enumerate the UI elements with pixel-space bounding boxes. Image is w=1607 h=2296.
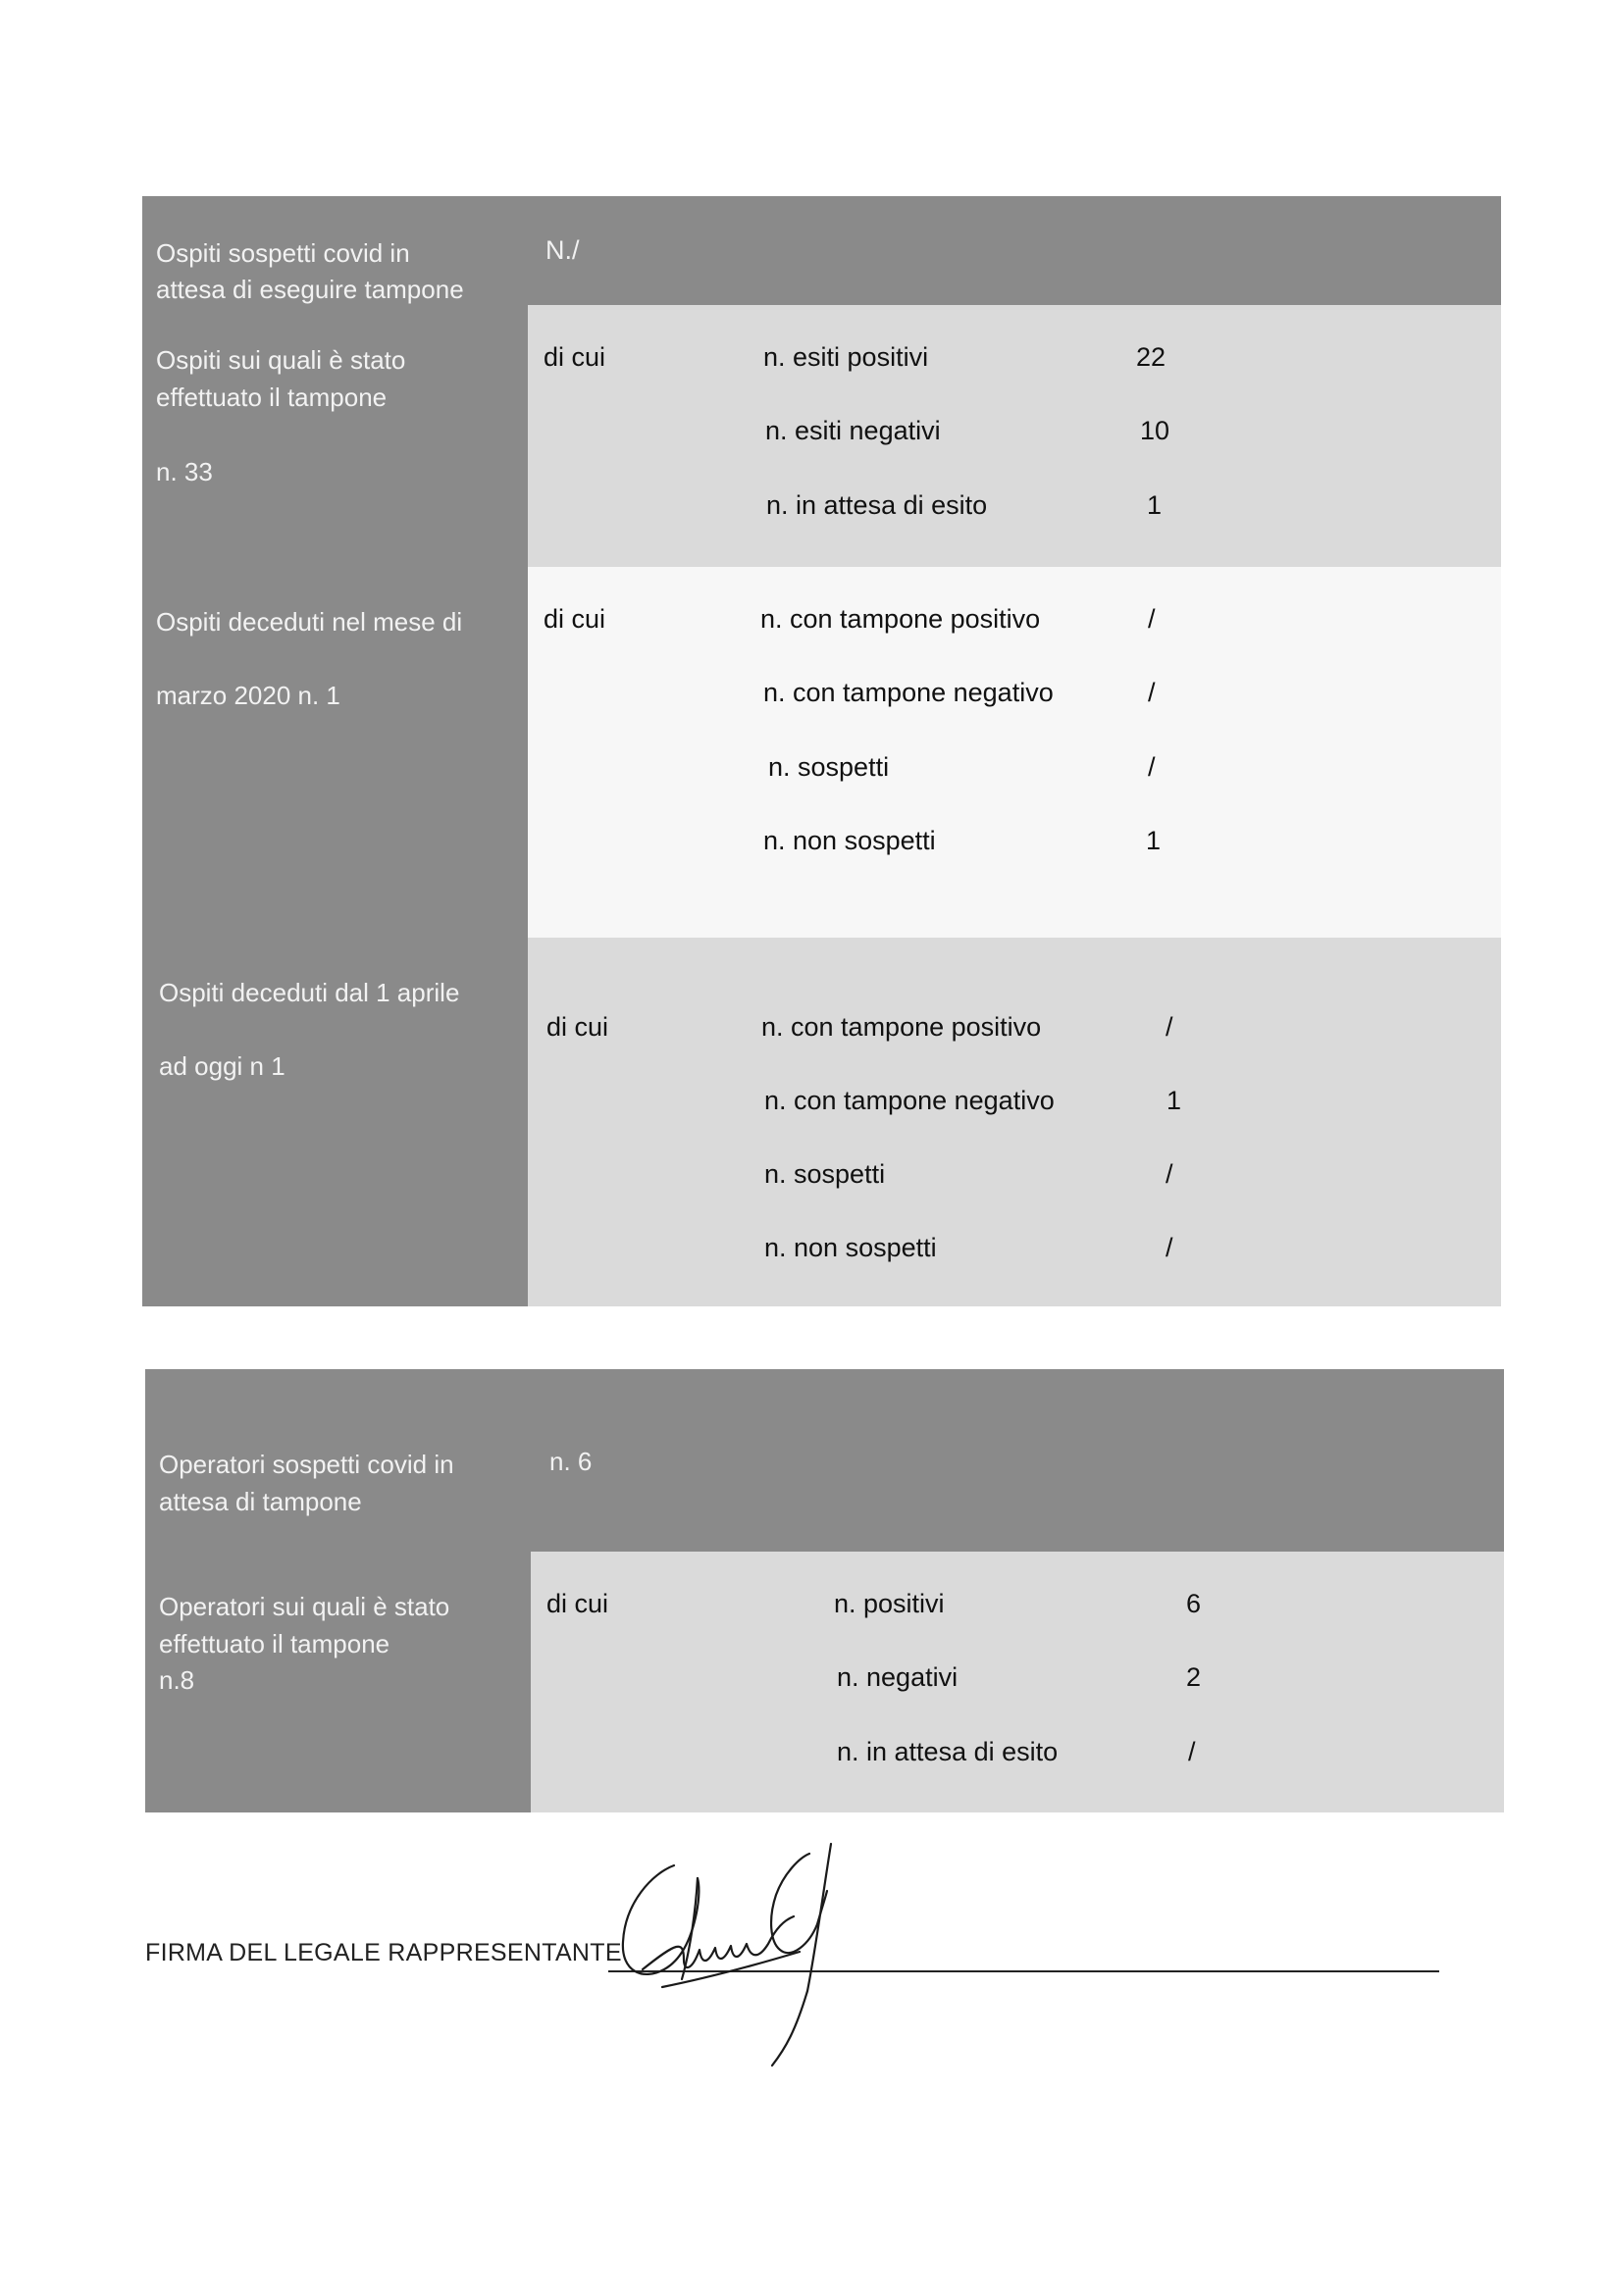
- item-label: n. con tampone positivo: [761, 1012, 1042, 1042]
- row-label: [142, 196, 528, 305]
- row-label: [145, 1369, 531, 1552]
- label-line: marzo 2020 n. 1: [156, 681, 340, 710]
- item-value: /: [1166, 1159, 1173, 1189]
- operators-table: [145, 1369, 1504, 1812]
- item-value: 1: [1146, 826, 1162, 855]
- item-label: n. positivi: [834, 1589, 945, 1618]
- item-label: n. con tampone negativo: [763, 678, 1054, 707]
- label-line: effettuato il tampone: [159, 1629, 390, 1658]
- operators-tested-row: [145, 1552, 1504, 1812]
- label-line: n. 33: [156, 457, 213, 486]
- item-label: n. non sospetti: [763, 826, 936, 855]
- item-label: n. esiti negativi: [765, 416, 941, 445]
- row-label: [145, 1552, 531, 1812]
- row-detail-cell: [528, 567, 1501, 938]
- item-value: 1: [1147, 490, 1163, 520]
- guests-suspected-row: [142, 196, 1501, 305]
- signature-label: FIRMA DEL LEGALE RAPPRESENTANTE: [145, 1939, 622, 1966]
- label-line: Ospiti sui quali è stato: [156, 345, 406, 375]
- item-value: /: [1188, 1737, 1196, 1766]
- row-detail-cell: [528, 938, 1501, 1306]
- label-line: Ospiti deceduti nel mese di: [156, 607, 463, 637]
- item-value: /: [1166, 1233, 1173, 1262]
- item-label: n. con tampone negativo: [764, 1086, 1055, 1115]
- item-label: n. in attesa di esito: [766, 490, 988, 520]
- di-cui-label: di cui: [546, 1012, 609, 1042]
- item-value: 2: [1186, 1662, 1202, 1692]
- row-label: [142, 938, 528, 1306]
- label-line: n.8: [159, 1665, 195, 1695]
- row-detail-cell: [531, 1552, 1504, 1812]
- item-label: n. sospetti: [768, 752, 890, 782]
- label-line: attesa di eseguire tampone: [156, 275, 464, 304]
- label-line: ad oggi n 1: [159, 1051, 285, 1081]
- row-value-cell: [531, 1369, 1504, 1552]
- value-text: N./: [545, 235, 580, 265]
- label-line: Operatori sospetti covid in: [159, 1450, 454, 1479]
- label-line: Ospiti deceduti dal 1 aprile: [159, 978, 460, 1007]
- item-label: n. in attesa di esito: [837, 1737, 1059, 1766]
- row-label: [142, 567, 528, 938]
- row-value-cell: [528, 196, 1501, 305]
- item-label: n. sospetti: [764, 1159, 886, 1189]
- item-value: 1: [1166, 1086, 1182, 1115]
- item-value: /: [1148, 604, 1156, 634]
- item-label: n. esiti positivi: [763, 342, 929, 372]
- label-line: effettuato il tampone: [156, 383, 388, 412]
- guests-deceased-april-row: [142, 938, 1501, 1306]
- label-line: Ospiti sospetti covid in: [156, 238, 410, 268]
- di-cui-label: di cui: [544, 342, 606, 372]
- item-value: /: [1148, 752, 1156, 782]
- item-label: n. con tampone positivo: [760, 604, 1041, 634]
- item-value: 10: [1140, 416, 1170, 445]
- item-value: /: [1166, 1012, 1173, 1042]
- handwritten-signature: [603, 1834, 858, 2069]
- label-line: Operatori sui quali è stato: [159, 1592, 450, 1621]
- value-text: n. 6: [549, 1447, 593, 1476]
- guests-table: [142, 196, 1501, 1306]
- item-value: 6: [1186, 1589, 1202, 1618]
- item-value: 22: [1136, 342, 1166, 372]
- guests-deceased-march-row: [142, 567, 1501, 938]
- item-label: n. non sospetti: [764, 1233, 937, 1262]
- di-cui-label: di cui: [546, 1589, 609, 1618]
- label-line: attesa di tampone: [159, 1487, 362, 1516]
- item-value: /: [1148, 678, 1156, 707]
- row-label: [142, 305, 528, 567]
- di-cui-label: di cui: [544, 604, 606, 634]
- item-label: n. negativi: [837, 1662, 959, 1692]
- operators-suspected-row: [145, 1369, 1504, 1552]
- guests-tested-row: [142, 305, 1501, 567]
- row-detail-cell: [528, 305, 1501, 567]
